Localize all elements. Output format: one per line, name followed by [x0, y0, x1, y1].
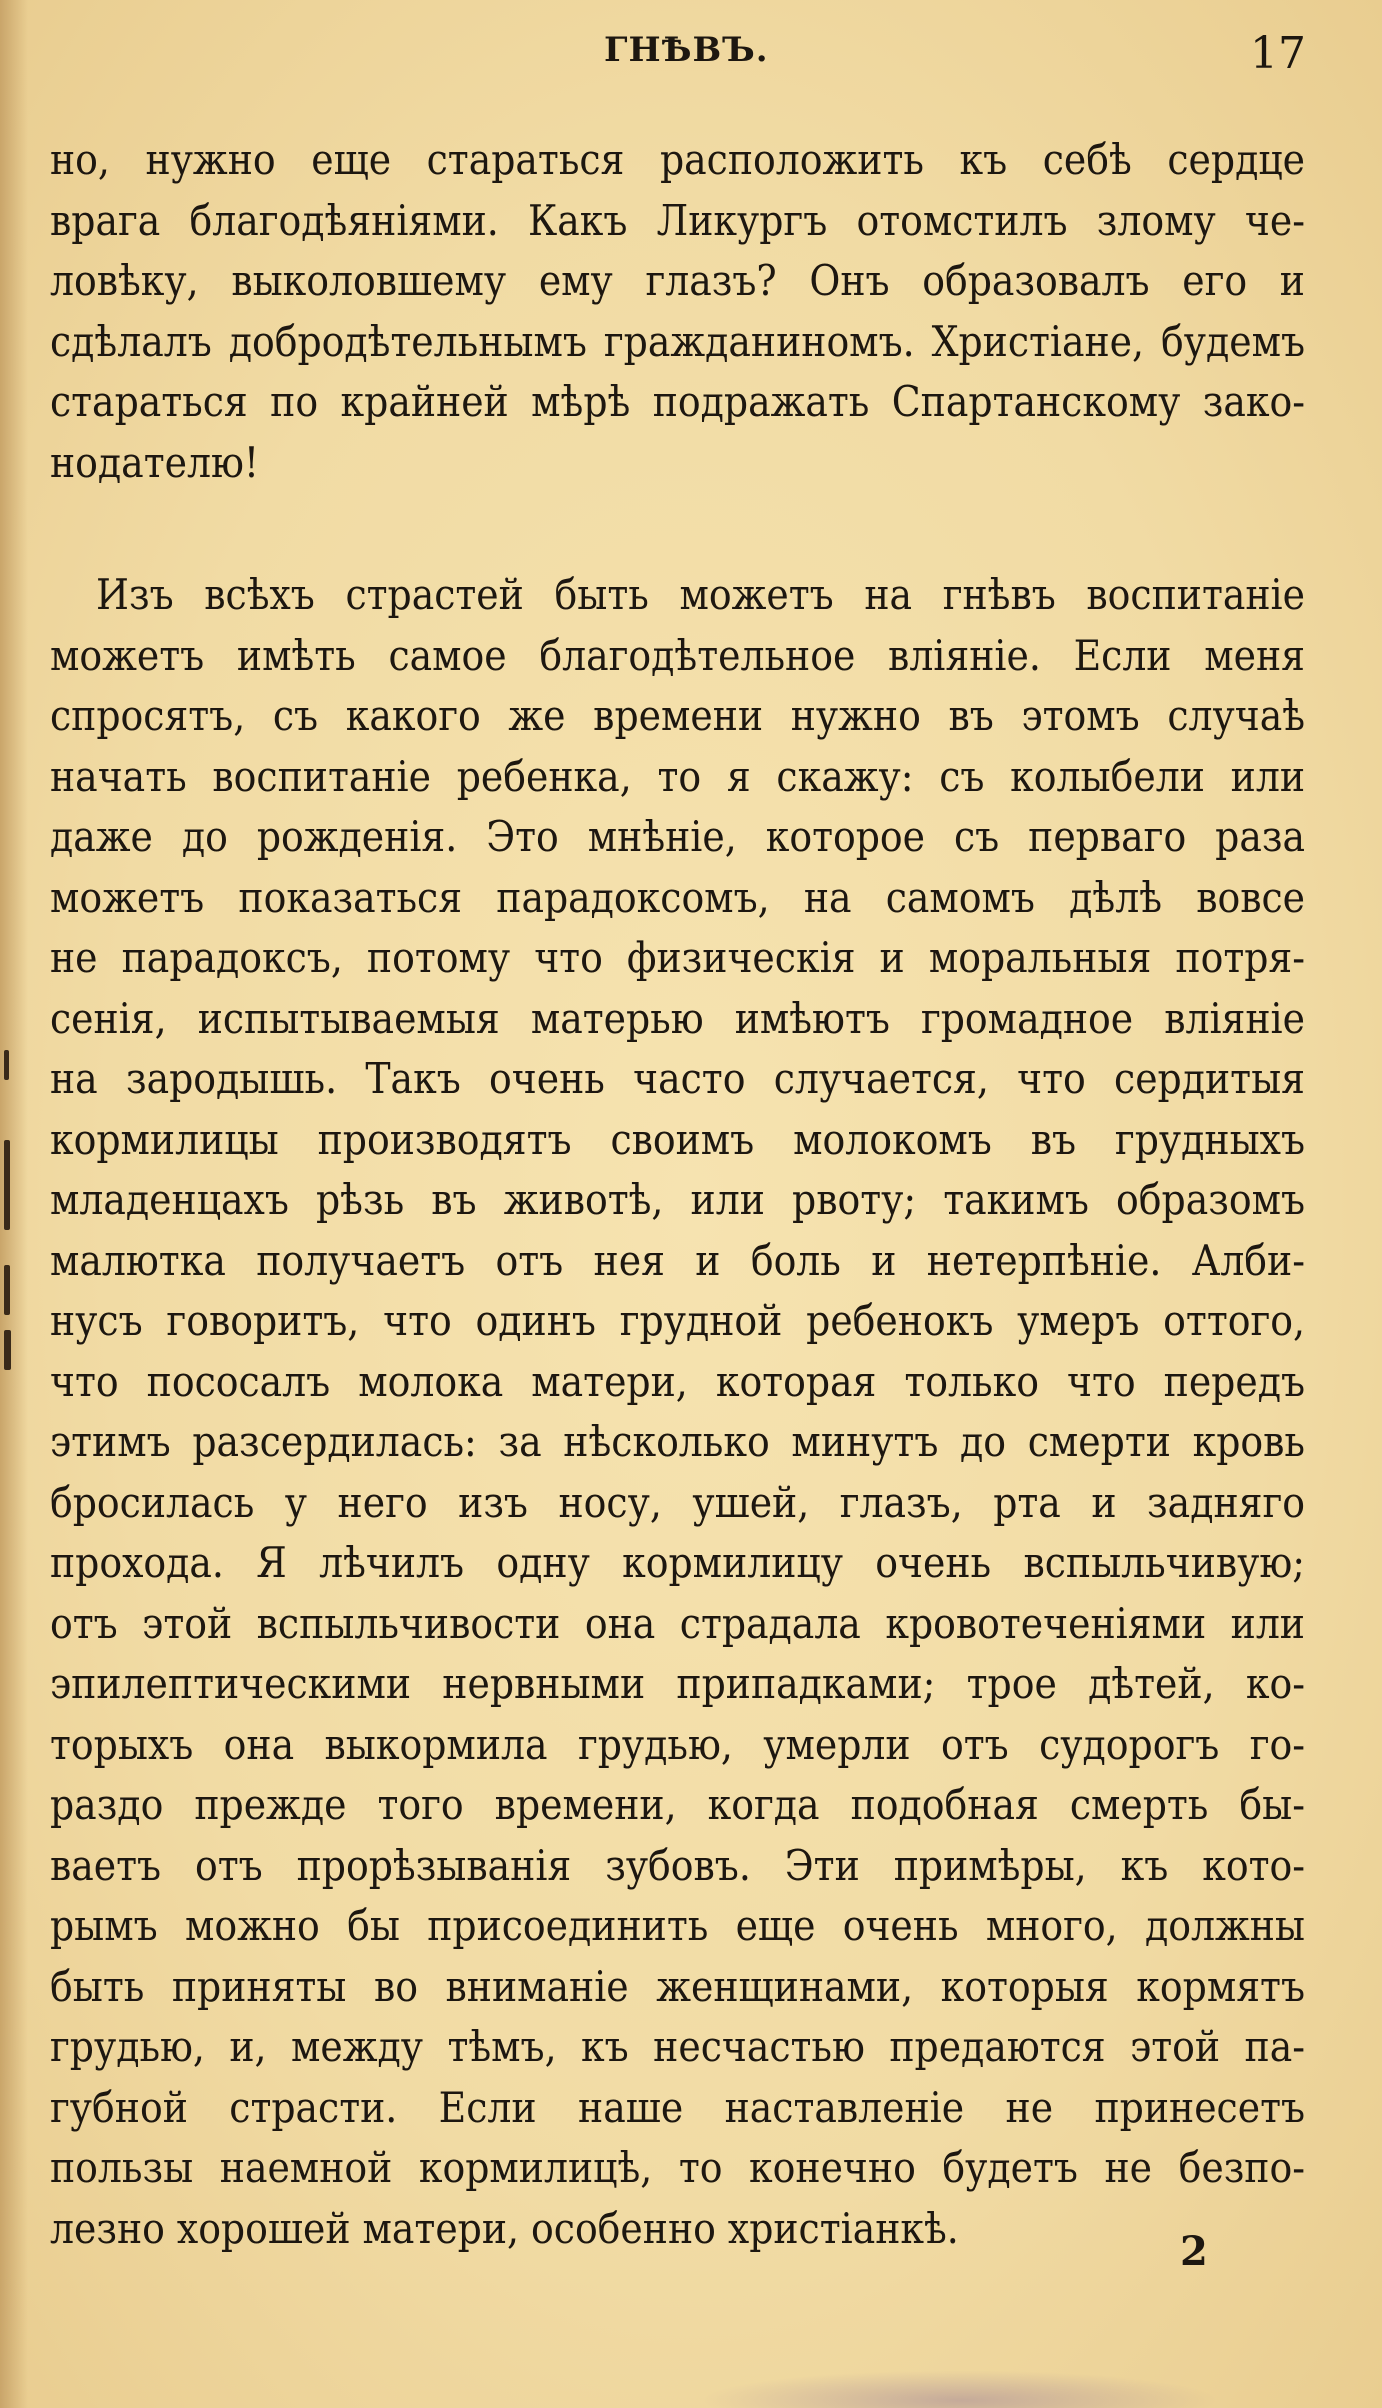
text-line: грудью, и, между тѣмъ, къ несчастью предаются этой па- — [50, 2022, 1305, 2071]
text-line: сдѣлалъ добродѣтельнымъ гражданиномъ. Христіане, будемъ — [50, 316, 1305, 366]
text-line: этимъ разсердилась: за нѣсколько минутъ до смерти кровь — [50, 1417, 1305, 1466]
text-line: нусъ говоритъ, что одинъ грудной ребенокъ умеръ оттого, — [50, 1296, 1305, 1345]
text-line: начать воспитаніе ребенка, то я скажу: съ колыбели или — [50, 751, 1305, 801]
text-line: раздо прежде того времени, когда подобная смерть бы- — [50, 1780, 1305, 1829]
text-line: быть приняты во вниманіе женщинами, которыя кормятъ — [50, 1961, 1305, 2011]
text-line: не парадоксъ, потому что физическія и моральныя потря- — [50, 933, 1305, 982]
paragraph-1 — [50, 130, 1305, 493]
text-line: что пососалъ молока матери, которая только что передъ — [50, 1356, 1305, 1406]
edge-mark — [4, 1140, 10, 1230]
text-line: пользы наемной кормилицѣ, то конечно будетъ не безпо- — [50, 2143, 1305, 2192]
signature-mark: 2 — [1180, 2228, 1208, 2275]
text-line: прохода. Я лѣчилъ одну кормилицу очень вспыльчивую; — [50, 1538, 1305, 1587]
text-line: кормилицы производятъ своимъ молокомъ въ грудныхъ — [50, 1114, 1305, 1164]
text-line: можетъ имѣть самое благодѣтельное вліяніе. Если меня — [50, 630, 1305, 680]
page-number: 17 — [1250, 28, 1306, 79]
text-line: нодателю! — [50, 437, 260, 487]
edge-mark — [4, 1265, 10, 1315]
text-line: Изъ всѣхъ страстей быть можетъ на гнѣвъ воспитаніе — [96, 570, 1305, 619]
text-line: губной страсти. Если наше наставленіе не принесетъ — [50, 2082, 1305, 2132]
text-line: врага благодѣяніями. Какъ Ликургъ отомстилъ злому че- — [50, 195, 1305, 245]
text-line: малютка получаетъ отъ нея и боль и нетерпѣніе. Алби- — [50, 1235, 1305, 1285]
text-line: рымъ можно бы присоединить еще очень много, должны — [50, 1901, 1305, 1950]
edge-mark — [4, 1050, 9, 1080]
running-head: ГНѢВЪ. — [604, 30, 769, 70]
text-line: но, нужно еще стараться расположить къ себѣ сердце — [50, 135, 1305, 184]
text-line: спросятъ, съ какого же времени нужно въ этомъ случаѣ — [50, 691, 1305, 740]
text-line: ловѣку, выколовшему ему глазъ? Онъ образовалъ его и — [50, 256, 1305, 305]
text-line: младенцахъ рѣзь въ животѣ, или рвоту; такимъ образомъ — [50, 1175, 1305, 1224]
text-line: эпилептическими нервными припадками; трое дѣтей, ко- — [50, 1659, 1305, 1708]
text-line: даже до рожденія. Это мнѣніе, которое съ перваго раза — [50, 812, 1305, 861]
text-line: лезно хорошей матери, особенно христіанкѣ. — [50, 2203, 959, 2253]
text-line: торыхъ она выкормила грудью, умерли отъ судорогъ го- — [50, 1719, 1305, 1769]
paragraph-2 — [50, 565, 1305, 2259]
text-line: ваетъ отъ прорѣзыванія зубовъ. Эти примѣры, къ кото- — [50, 1840, 1305, 1890]
text-line: сенія, испытываемыя матерью имѣютъ громадное вліяніе — [50, 993, 1305, 1043]
text-line: можетъ показаться парадоксомъ, на самомъ дѣлѣ вовсе — [50, 872, 1305, 922]
text-line: бросилась у него изъ носу, ушей, глазъ, рта и задняго — [50, 1477, 1305, 1527]
ink-smudge — [700, 2370, 1220, 2408]
text-line: отъ этой вспыльчивости она страдала кровотеченіями или — [50, 1598, 1305, 1648]
text-line: стараться по крайней мѣрѣ подражать Спартанскому зако- — [50, 377, 1305, 426]
edge-mark — [4, 1330, 11, 1370]
text-line: на зародышь. Такъ очень часто случается, что сердитыя — [50, 1054, 1305, 1103]
